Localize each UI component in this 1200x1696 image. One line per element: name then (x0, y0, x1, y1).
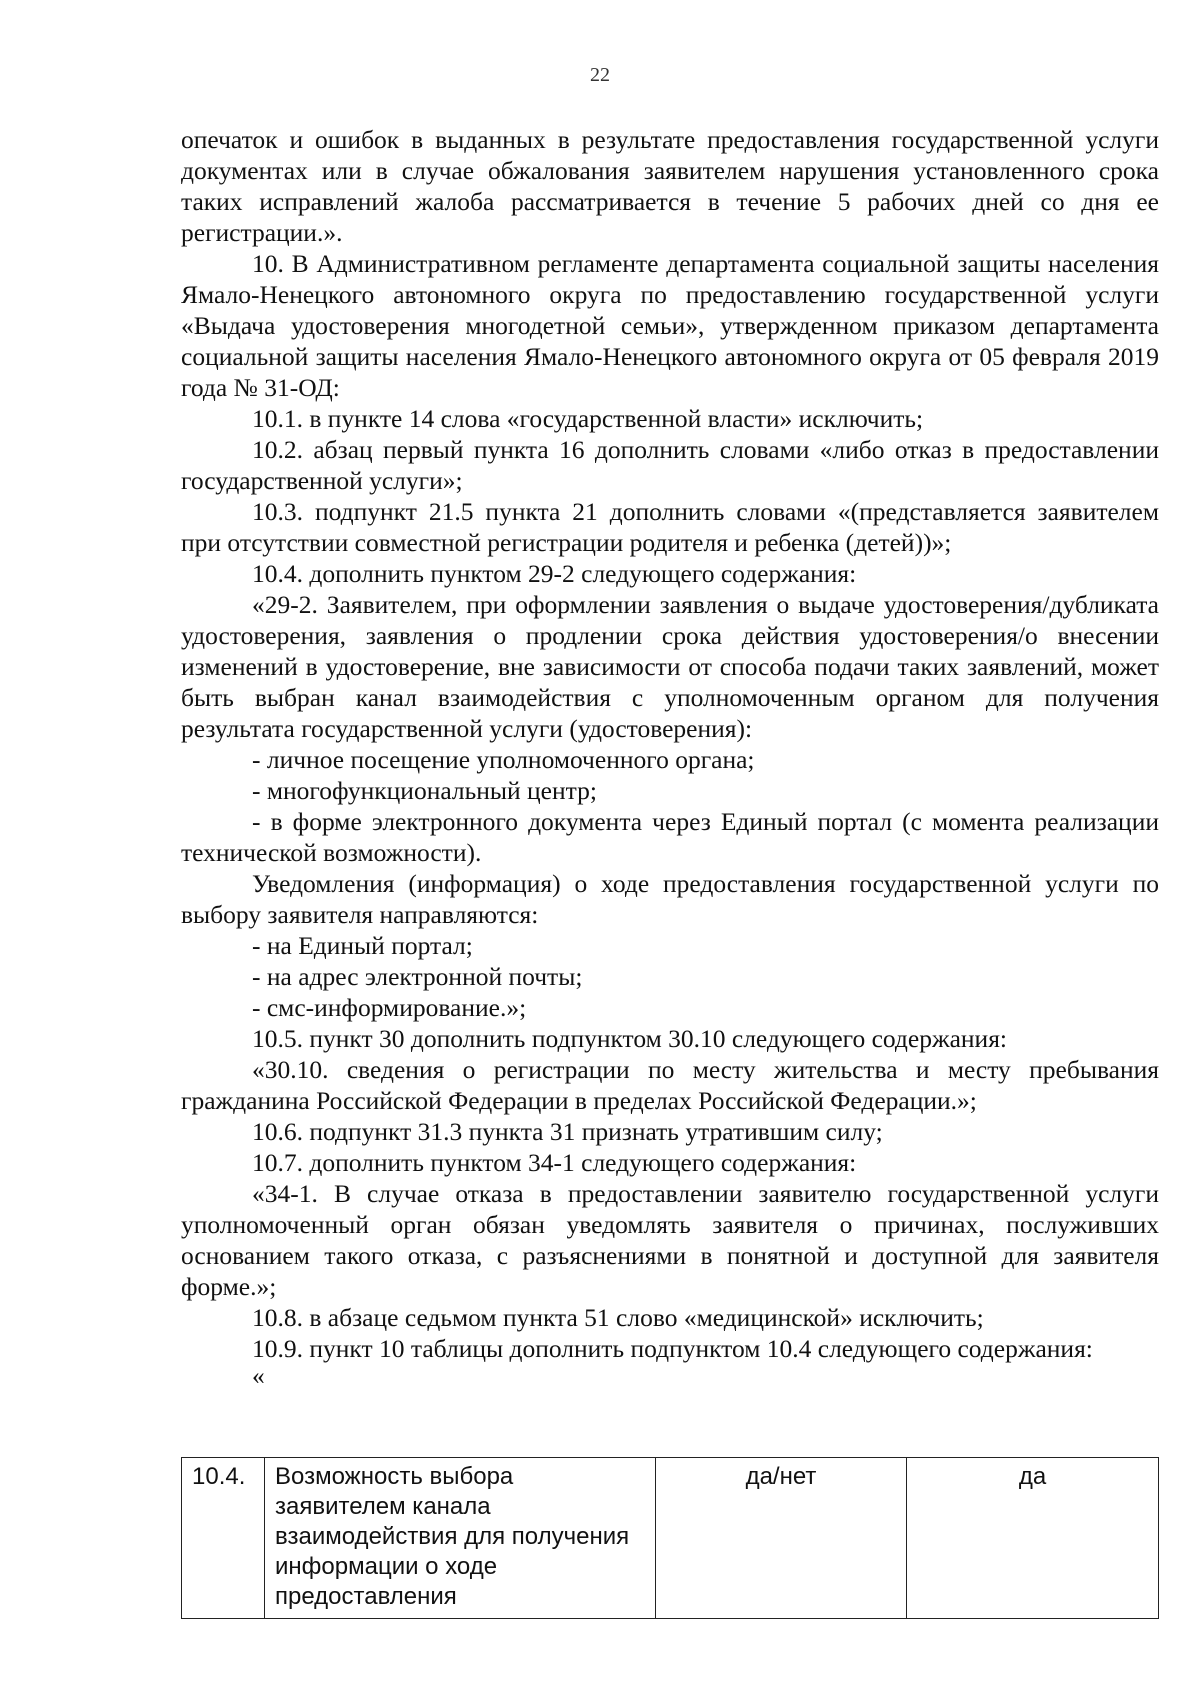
paragraph: «29-2. Заявителем, при оформлении заявления о выдаче удостоверения/дубликата удостоверения, заявления о продлении срока действия удостоверения/о внесении изменений в удостоверение, вне зависимости от способа подачи таких заявлений, может быть выбран канал взаимодействия с уполномоченным органом для получения результата государственной услуги (удостоверения): (181, 590, 1159, 743)
paragraph: 10.1. в пункте 14 слова «государственной власти» исключить; (252, 404, 924, 433)
paragraph: опечаток и ошибок в выданных в результате предоставления государственной услуги документах или в случае обжалования заявителем нарушения установленного срока таких исправлений жалоба рассматривается в течение 5 рабочих дней со дня ее регистрации.». (181, 125, 1159, 247)
amendment-table (181, 1457, 1159, 1619)
paragraph: «34-1. В случае отказа в предоставлении заявителю государственной услуги уполномоченный орган обязан уведомлять заявителя о причинах, послуживших основанием такого отказа, с разъяснениями в понятной и доступной для заявителя форме.»; (181, 1179, 1159, 1301)
paragraph: 10.4. дополнить пунктом 29-2 следующего содержания: (252, 559, 857, 588)
paragraph: 10.5. пункт 30 дополнить подпунктом 30.10 следующего содержания: (252, 1024, 1008, 1053)
table-cell-unit: да/нет (656, 1458, 907, 1619)
paragraph: - смс-информирование.»; (252, 993, 527, 1022)
table-cell-value: да (907, 1458, 1159, 1619)
paragraph: 10. В Административном регламенте департамента социальной защиты населения Ямало-Ненецкого автономного округа по предоставлению государственной услуги «Выдача удостоверения многодетной семьи», утвержденном приказом департамента социальной защиты населения Ямало-Ненецкого автономного округа от 05 февраля 2019 года № 31-ОД: (181, 249, 1159, 402)
paragraph: 10.3. подпункт 21.5 пункта 21 дополнить словами «(представляется заявителем при отсутствии совместной регистрации родителя и ребенка (детей))»; (181, 497, 1159, 557)
paragraph: 10.2. абзац первый пункта 16 дополнить словами «либо отказ в предоставлении государственной услуги»; (181, 435, 1159, 495)
paragraph: Уведомления (информация) о ходе предоставления государственной услуги по выбору заявителя направляются: (181, 869, 1159, 929)
paragraph: - на Единый портал; (252, 931, 473, 960)
paragraph: 10.9. пункт 10 таблицы дополнить подпунктом 10.4 следующего содержания: (252, 1334, 1093, 1363)
document-body (181, 124, 1159, 1388)
opening-quote: « (252, 1361, 265, 1390)
table-cell-number: 10.4. (182, 1458, 265, 1619)
table-row (182, 1458, 1159, 1619)
paragraph: - личное посещение уполномоченного органа; (252, 745, 755, 774)
paragraph: - в форме электронного документа через Единый портал (с момента реализации технической возможности). (181, 807, 1159, 867)
paragraph: «30.10. сведения о регистрации по месту жительства и месту пребывания гражданина Российской Федерации в пределах Российской Федерации.»; (181, 1055, 1159, 1115)
table-cell-description: Возможность выбора заявителем канала взаимодействия для получения информации о ходе предоставления (265, 1458, 656, 1619)
paragraph: 10.6. подпункт 31.3 пункта 31 признать утратившим силу; (252, 1117, 883, 1146)
paragraph: 10.8. в абзаце седьмом пункта 51 слово «медицинской» исключить; (252, 1303, 984, 1332)
paragraph: - на адрес электронной почты; (252, 962, 583, 991)
page-number: 22 (590, 64, 610, 86)
paragraph: - многофункциональный центр; (252, 776, 597, 805)
paragraph: 10.7. дополнить пунктом 34-1 следующего содержания: (252, 1148, 857, 1177)
